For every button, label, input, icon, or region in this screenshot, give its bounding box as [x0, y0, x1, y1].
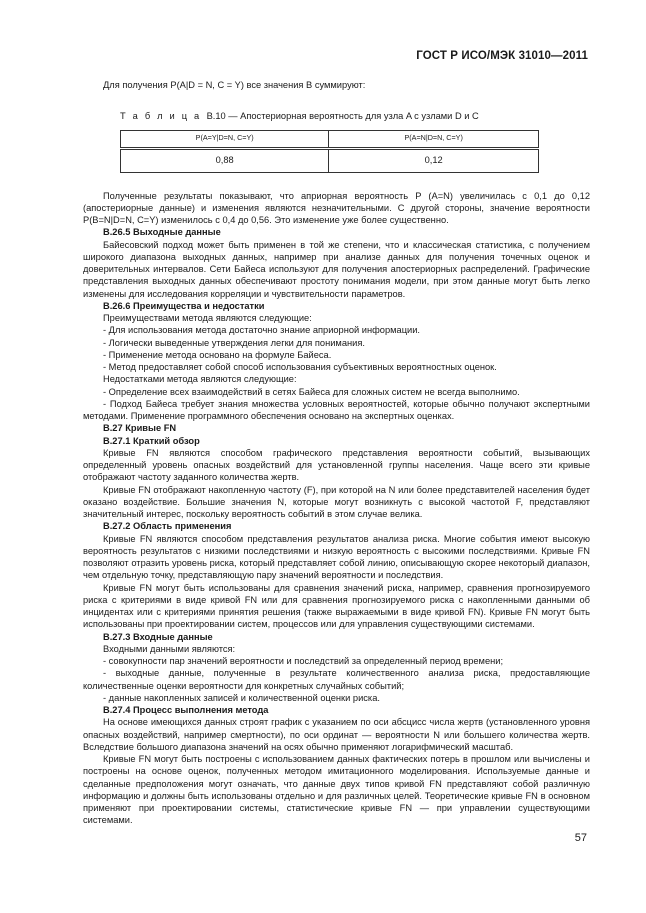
list-item: - совокупности пар значений вероятности и последствий за определенный период времени; [103, 656, 504, 666]
page-content [83, 79, 590, 827]
list-item: - Определение всех взаимодействий в сетях Байеса для сложных систем не всегда выполнимо. [103, 386, 520, 397]
section-heading: B.26.6 Преимущества и недостатки [103, 300, 265, 311]
section-heading: B.27.4 Процесс выполнения метода [103, 705, 269, 715]
intro-paragraph: Для получения P(A|D = N, C = Y) все значения B суммируют: [103, 80, 366, 90]
paragraph: Кривые FN являются способом представления результатов анализа риска. Многие события имеют высокую вероятность результатов с низкими последствиями и низкую вероятность с высокими последствиями. Кривые FN позволяют отразить уровень риска, который представляет собой линию, описывающую скорее некоторый диапазон, чем отдельную точку, представляющую пару значений вероятности и последствия. [83, 533, 590, 581]
section-heading: B.27 Кривые FN [103, 423, 177, 434]
table-cell: 0,12 [329, 148, 539, 172]
table-header-cell: P(A=Y|D=N, C=Y) [121, 130, 329, 148]
paragraph: Входными данными являются: [103, 643, 236, 654]
section-heading: B.27.2 Область применения [103, 521, 232, 532]
paragraph: Преимуществами метода являются следующие: [103, 313, 312, 323]
table-caption-prefix: Т а б л и ц а [120, 111, 202, 122]
table-header-cell: P(A=N|D=N, C=Y) [329, 130, 539, 148]
section-heading: B.26.5 Выходные данные [103, 227, 221, 238]
section-heading: B.27.3 Входные данные [103, 631, 213, 642]
list-item: - Для использования метода достаточно знание априорной информации. [103, 325, 420, 336]
section-heading: B.27.1 Краткий обзор [103, 435, 200, 446]
list-item: - Метод предоставляет собой способ использования субъективных вероятностных оценок. [103, 362, 497, 372]
list-item: - Применение метода основано на формуле Байеса. [103, 349, 332, 360]
paragraph: Кривые FN являются способом графического представления вероятности событий, вызывающих определенный уровень опасных воздействий для установленной группы населения. Чаще всего эти кривые отображают частоту заданного количества жертв. [83, 447, 590, 483]
posterior-probability-table [120, 130, 539, 173]
list-item: - Логически выведенные утверждения легки для понимания. [103, 337, 365, 348]
list-item: - Подход Байеса требует знания множества условных вероятностей, которые обычно получают экспертными методами. Применение программного обеспечения основано на экспертных оценках. [83, 398, 590, 421]
table-cell: 0,88 [121, 148, 329, 172]
document-code: ГОСТ Р ИСО/МЭК 31010—2011 [416, 50, 588, 62]
table-caption-text: B.10 — Апостериорная вероятность для узла A с узлами D и C [206, 111, 479, 122]
list-item: - данные накопленных записей и количественной оценки риска. [103, 692, 380, 703]
paragraph: Кривые FN отображают накопленную частоту (F), при которой на N или более представителей населения будет оказано воздействие. Большие значения N, которые могут возникнуть с высокой частотой F, представляют значительный интерес, поскольку вероятность событий в этом случае велика. [83, 484, 590, 519]
table-header-row [121, 130, 539, 148]
paragraph: Байесовский подход может быть применен в той же степени, что и классическая статистика, с получением широкого диапазона выходных данных, например при анализе данных для получения точечных оценок и доверительных интервалов. Сети Байеса используют для получения апостериорных распределений. Графические представления выходных данных обеспечивают простоту понимания модели, при этом данные могут быть легко изменены для исследования корреляции и чувствительности параметров. [83, 239, 590, 299]
paragraph: Недостатками метода являются следующие: [103, 374, 297, 385]
table-row [121, 148, 539, 172]
list-item: - выходные данные, полученные в результате количественного анализа риска, предоставляющие количественные оценки вероятности для конкретных случайных событий; [83, 668, 590, 691]
results-paragraph: Полученные результаты показывают, что априорная вероятность P (A=N) увеличилась с 0,1 до 0,12 (апостериорные данные) и изменения являются незначительными. С другой стороны, значение вероятности P(B=N|D=N, C=Y) изменилось с 0,4 до 0,56. Это изменение уже более существенно. [83, 190, 590, 225]
page-number: 57 [574, 832, 587, 844]
paragraph: Кривые FN могут быть построены с использованием данных фактических потерь в прошлом или вычислены и построены на основе оценок, полученных методом имитационного моделирования. Используемые данные и сделанные предположения могут означать, что данные двух типов кривой FN представляют собой различную информацию и должны быть использованы отдельно и для различных целей. Теоретические кривые FN в основном применяют при проектировании системы, статистические кривые FN — при управлении существующими системами. [83, 754, 590, 826]
paragraph: Кривые FN могут быть использованы для сравнения значений риска, например, сравнения прогнозируемого риска с критериями в виде кривой FN или для сравнения прогнозируемого риска с накопленными данными об инцидентах или с критериями принятия решения (также выражаемыми в виде кривой FN). Кривые FN могут быть использованы при проектировании систем, процессов или для управления существующими системами. [83, 582, 590, 630]
paragraph: На основе имеющихся данных строят график с указанием по оси абсцисс числа жертв (установленного уровня опасных воздействий, например смертности), по оси ординат — вероятности N или большего количества жертв. Вследствие большого диапазона значений на осях обычно применяют логарифмический масштаб. [83, 717, 590, 752]
table-caption [120, 110, 590, 122]
